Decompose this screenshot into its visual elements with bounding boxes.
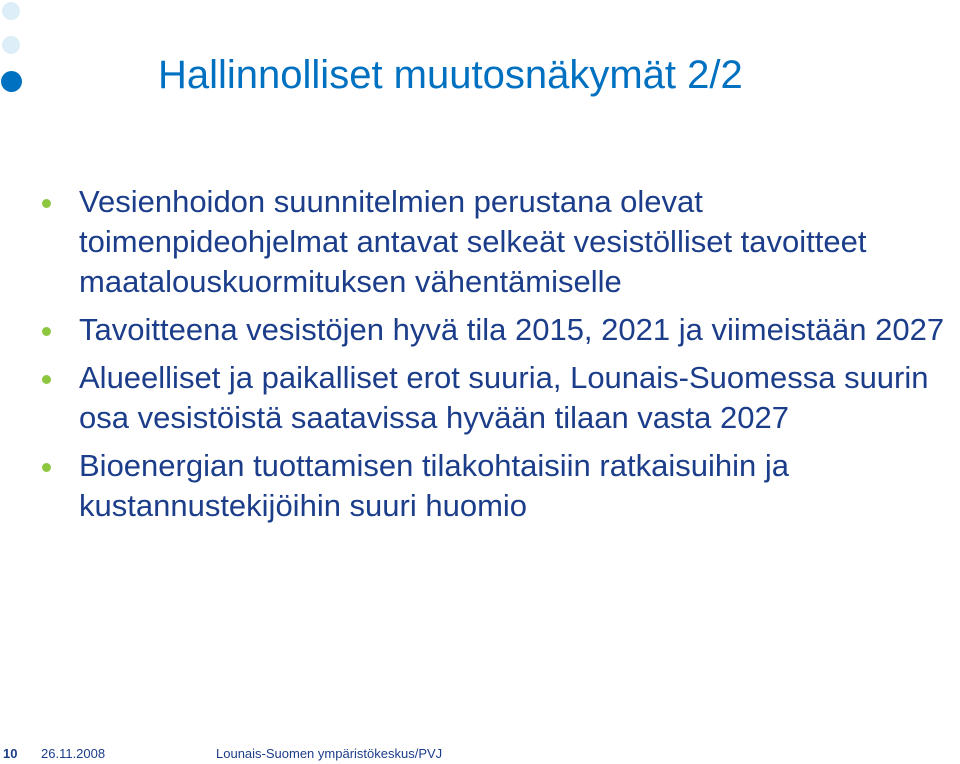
bullet-dot-icon [42, 327, 51, 336]
bullet-text: Tavoitteena vesistöjen hyvä tila 2015, 2021 ja viimeistään 2027 [79, 312, 945, 347]
decorative-dot-light [2, 36, 20, 54]
bullet-text: Bioenergian tuottamisen tilakohtaisiin ratkaisuihin ja kustannustekijöihin suuri huomio [79, 448, 789, 523]
footer-date: 26.11.2008 [41, 746, 106, 761]
bullet-dot-icon [42, 375, 51, 384]
bullet-text: Alueelliset ja paikalliset erot suuria, Lounais-Suomessa suurin osa vesistöistä saatavissa hyvään tilaan vasta 2027 [79, 360, 929, 435]
bullet-item [42, 182, 952, 302]
bullet-list [42, 182, 952, 534]
decorative-dot-light [2, 2, 20, 20]
bullet-dot-icon [42, 199, 51, 208]
footer-organization: Lounais-Suomen ympäristökeskus/PVJ [216, 746, 443, 761]
bullet-item [42, 310, 952, 350]
decorative-dot-dark [1, 71, 22, 92]
slide-title: Hallinnolliset muutosnäkymät 2/2 [158, 53, 743, 97]
page-number: 10 [3, 746, 18, 761]
bullet-text: Vesienhoidon suunnitelmien perustana olevat toimenpideohjelmat antavat selkeät vesistölliset tavoitteet maatalouskuormituksen vähentämiselle [79, 184, 867, 299]
bullet-item [42, 446, 952, 526]
bullet-dot-icon [42, 463, 51, 472]
bullet-item [42, 358, 952, 438]
